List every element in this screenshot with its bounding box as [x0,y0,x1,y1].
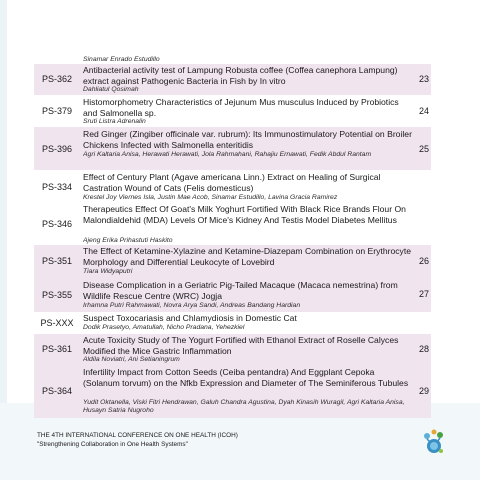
entry-authors: Ajeng Erika Prihastuti Haskito [83,237,173,244]
entry-code: PS-XXX [40,318,74,328]
table-row [34,312,431,334]
entry-code: PS-396 [41,144,73,154]
entry-code: PS-334 [41,182,73,192]
conference-logo-icon [421,427,447,457]
previous-entry-authors: Sinamar Enrado Estudillo [83,56,160,63]
entry-page: 24 [418,106,429,116]
entry-page: 25 [418,144,429,154]
entry-page: 27 [418,289,429,299]
entry-code: PS-355 [41,290,73,300]
entry-title: Suspect Toxocariasis and Chlamydiosis in Domestic Cat [83,313,297,323]
table-row [34,245,431,279]
table-row [34,170,431,204]
entry-title: Acute Toxicity Study of The Yogurt Fortified with Ethanol Extract of Roselle Calyces Modified the Mice Gastric Inflammation [83,335,399,356]
entry-code: PS-351 [41,256,73,266]
entry-authors: Krestel Joy Viernes Isla, Justin Mae Acob, Sinamar Estudillo, Lavina Gracia Ramirez [83,194,338,201]
entry-code: PS-361 [41,344,73,354]
table-row [34,279,431,312]
entry-code: PS-364 [41,386,73,396]
table-row [34,204,431,245]
entry-authors: Agri Kaltaria Anisa, Herawati Herawati, Jola Rahmahani, Rahajiu Ernawati, Fedik Abdul Rantam [83,151,372,158]
entry-title: Red Ginger (Zingiber officinale var. rubrum): Its Immunostimulatory Potential on Broiler Chickens Infected with Salmonella enteritidis [83,129,412,150]
entry-page: 23 [418,74,429,84]
entry-page: 29 [418,386,429,396]
entry-code: PS-346 [41,219,73,229]
entry-page: 28 [418,344,429,354]
entry-page: 26 [418,256,429,266]
entry-authors: Irhamna Putri Rahmawati, Novra Arya Sandi, Andreas Bandang Hardian [83,302,301,309]
entry-title: Infertility Impact from Cotton Seeds (Ceiba pentandra) And Eggplant Cepoka (Solanum torvum) on the Nfkb Expression and Diameter of The Seminiferous Tubules [83,367,409,388]
entry-code: PS-379 [41,106,73,116]
entry-authors: Dahliatul Qosimah [83,86,139,93]
conference-tagline: "Strengthening Collaboration in One Health Systems" [37,441,188,448]
table-row [34,127,431,170]
entry-authors: Dodik Prasetyo, Amatullah, Nicho Pradana, Yehezkiel [83,324,245,331]
entry-authors: Sruti Listra Adrenalin [83,118,146,125]
table-row [34,64,431,95]
entry-title: Antibacterial activity test of Lampung Robusta coffee (Coffea canephora Lampung) extract against Pathogenic Bacteria in Fish by In vitro [83,65,398,86]
entry-title: Histomorphometry Characteristics of Jejunum Mus musculus Induced by Probiotics and Salmonella sp. [83,97,399,118]
table-row [34,334,431,365]
entry-authors: Yudit Oktanella, Viski Fitri Hendrawan, Galuh Chandra Agustina, Dyah Kinasih Wuragil, Agri Kaltaria Anisa, Husayn Satria Nugroho [83,399,405,415]
entry-authors: Aldila Noviatri, Ani Setianingrum [83,356,180,363]
table-row [34,365,431,418]
entry-title: Effect of Century Plant (Agave americana Linn.) Extract on Healing of Surgical Castration Wound of Cats (Felis domesticus) [83,172,381,193]
entry-title: Therapeutics Effect Of Goat's Milk Yoghurt Fortified With Black Rice Brands Flour On Malondialdehid (MDA) Levels Of Mice's Kidney And Testis Model Diabetes Mellitus [83,204,406,225]
entry-title: Disease Complication in a Geriatric Pig-Tailed Macaque (Macaca nemestrina) from Wildlife Rescue Centre (WRC) Jogja [83,280,398,301]
table-row [34,95,431,127]
conference-name: THE 4TH INTERNATIONAL CONFERENCE ON ONE HEALTH (ICOH) [37,432,238,439]
entry-authors: Tiara Widyaputri [83,268,133,275]
entry-title: The Effect of Ketamine-Xylazine and Ketamine-Diazepam Combination on Erythrocyte Morphology and Differential Leukocyte of Lovebird [83,246,412,267]
entry-code: PS-362 [41,74,73,84]
